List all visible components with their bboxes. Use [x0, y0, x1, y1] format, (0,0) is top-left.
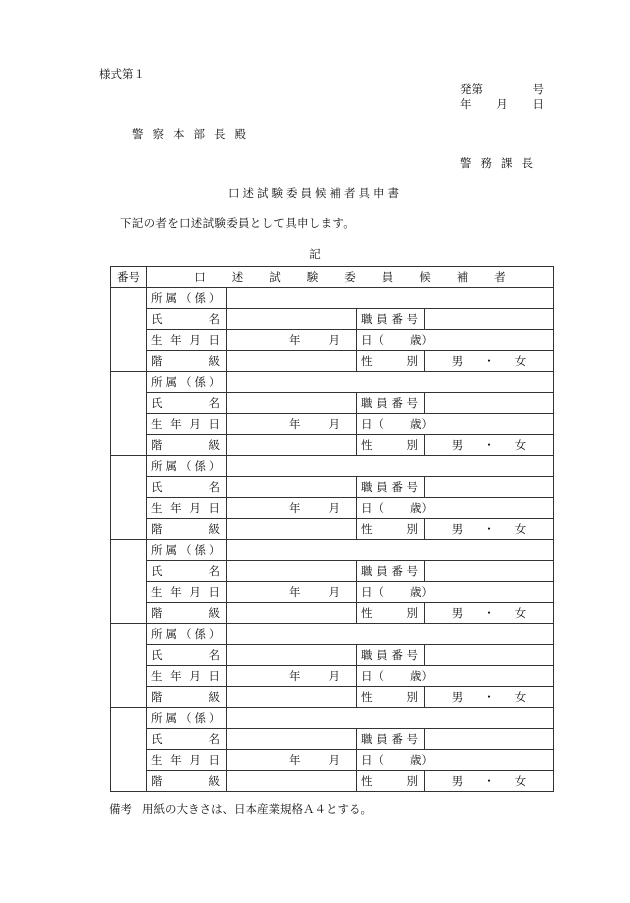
affiliation-label-char: 所: [151, 543, 163, 557]
candidate-row-birth: [111, 330, 554, 351]
birth-label: [147, 498, 227, 519]
birth-label-char: 生: [151, 585, 163, 599]
birth-day-label: 日（: [361, 501, 384, 515]
birth-month-label: 月: [328, 417, 340, 431]
birth-year-label: 年: [289, 585, 301, 599]
name-label-char: 名: [208, 312, 220, 326]
gender-label-char: 性: [361, 354, 373, 368]
gender-option: ・: [483, 438, 495, 452]
rank-label-char: 階: [151, 438, 163, 452]
birth-day-label: 日（: [361, 417, 384, 431]
birth-label-char: 日: [208, 753, 220, 767]
affiliation-label-char: 所: [151, 291, 163, 305]
age-label: 歳）: [410, 417, 433, 431]
affiliation-label-char: ）: [209, 543, 221, 557]
birth-label-char: 年: [170, 501, 182, 515]
issue-suffix: 号: [532, 82, 544, 96]
gender-option: 女: [514, 522, 527, 536]
candidate-row-birth: [111, 666, 554, 687]
gender-option: 女: [514, 354, 527, 368]
name-label-char: 氏: [151, 312, 163, 326]
rank-label: [147, 351, 227, 372]
staff-number-label-char: 番: [391, 396, 403, 410]
staff-number-label-char: 号: [406, 564, 418, 578]
entry-number-cell[interactable]: [111, 708, 147, 792]
birth-day-label: 日（: [361, 333, 384, 347]
birth-day-age[interactable]: [357, 750, 554, 771]
name-label-char: 名: [208, 732, 220, 746]
name-label: [147, 477, 227, 498]
affiliation-value[interactable]: [227, 708, 554, 729]
header-number: 番号: [111, 267, 147, 288]
affiliation-label-char: 係: [194, 459, 206, 473]
birth-year-month[interactable]: [227, 330, 357, 351]
sender: 警務課長: [460, 156, 542, 170]
birth-label-char: 生: [151, 333, 163, 347]
candidate-row-name: [111, 477, 554, 498]
header-title-char: 員: [381, 270, 394, 284]
birth-day-age[interactable]: [357, 330, 554, 351]
affiliation-label: [147, 288, 227, 309]
name-value[interactable]: [227, 645, 357, 666]
birth-label-char: 月: [189, 669, 201, 683]
issue-month: 月: [496, 97, 508, 111]
affiliation-label-char: （: [180, 543, 192, 557]
staff-number-label: [357, 561, 425, 582]
birth-year-label: 年: [289, 417, 301, 431]
age-label: 歳）: [410, 501, 433, 515]
age-label: 歳）: [410, 669, 433, 683]
gender-label-char: 別: [406, 354, 418, 368]
rank-label-char: 階: [151, 606, 163, 620]
gender-option: ・: [483, 354, 495, 368]
staff-number-value[interactable]: [425, 729, 554, 750]
rank-value[interactable]: [227, 351, 357, 372]
birth-month-label: 月: [328, 585, 340, 599]
birth-label: [147, 330, 227, 351]
candidate-row-affiliation: [111, 288, 554, 309]
staff-number-value[interactable]: [425, 393, 554, 414]
rank-value[interactable]: [227, 771, 357, 792]
gender-options[interactable]: [425, 771, 554, 792]
staff-number-value[interactable]: [425, 561, 554, 582]
birth-year-label: 年: [289, 333, 301, 347]
staff-number-label-char: 員: [376, 564, 388, 578]
birth-label-char: 年: [170, 753, 182, 767]
candidate-row-rank: [111, 435, 554, 456]
header-title-char: 者: [494, 270, 506, 284]
birth-label-char: 日: [208, 417, 220, 431]
candidate-row-birth: [111, 582, 554, 603]
birth-label-char: 日: [208, 333, 220, 347]
header-title-char: 補: [456, 270, 469, 284]
birth-label-char: 生: [151, 501, 163, 515]
staff-number-label: [357, 393, 425, 414]
birth-label-char: 月: [189, 501, 201, 515]
candidate-row-rank: [111, 519, 554, 540]
staff-number-label-char: 番: [391, 312, 403, 326]
affiliation-label-char: 係: [194, 291, 206, 305]
birth-label-char: 月: [189, 753, 201, 767]
candidate-row-affiliation: [111, 456, 554, 477]
issue-day: 日: [532, 97, 544, 111]
gender-label: [357, 771, 425, 792]
birth-label: [147, 750, 227, 771]
birth-label: [147, 414, 227, 435]
gender-label-char: 性: [361, 522, 373, 536]
gender-option: ・: [483, 606, 495, 620]
rank-value[interactable]: [227, 603, 357, 624]
rank-value[interactable]: [227, 435, 357, 456]
affiliation-value[interactable]: [227, 540, 554, 561]
candidate-row-rank: [111, 771, 554, 792]
name-label: [147, 645, 227, 666]
birth-label-char: 生: [151, 753, 163, 767]
staff-number-label-char: 員: [376, 396, 388, 410]
candidate-table: [110, 266, 554, 792]
rank-label-char: 級: [208, 354, 220, 368]
birth-label-char: 年: [170, 417, 182, 431]
rank-label-char: 階: [151, 522, 163, 536]
rank-label-char: 級: [208, 690, 220, 704]
birth-year-month[interactable]: [227, 498, 357, 519]
rank-label-char: 階: [151, 774, 163, 788]
birth-label-char: 生: [151, 669, 163, 683]
gender-options[interactable]: [425, 687, 554, 708]
staff-number-label-char: 号: [406, 648, 418, 662]
gender-label: [357, 687, 425, 708]
birth-month-label: 月: [328, 501, 340, 515]
footer-note: [109, 801, 372, 817]
staff-number-label-char: 号: [406, 312, 418, 326]
gender-label: [357, 519, 425, 540]
birth-year-month[interactable]: [227, 582, 357, 603]
gender-option: ・: [483, 774, 495, 788]
staff-number-label-char: 員: [376, 480, 388, 494]
staff-number-label-char: 職: [361, 648, 373, 662]
affiliation-label-char: 所: [151, 459, 163, 473]
gender-option: 男: [451, 522, 464, 536]
candidate-row-name: [111, 729, 554, 750]
gender-option: 女: [514, 774, 527, 788]
affiliation-label-char: 属: [165, 375, 177, 389]
name-value[interactable]: [227, 309, 357, 330]
birth-day-label: 日（: [361, 669, 384, 683]
staff-number-label-char: 職: [361, 312, 373, 326]
header-title-char: 験: [306, 270, 319, 284]
name-label-char: 氏: [151, 396, 163, 410]
candidate-row-name: [111, 645, 554, 666]
name-label-char: 氏: [151, 648, 163, 662]
birth-label-char: 生: [151, 417, 163, 431]
rank-label: [147, 603, 227, 624]
staff-number-label-char: 号: [406, 396, 418, 410]
name-label: [147, 561, 227, 582]
birth-day-age[interactable]: [357, 582, 554, 603]
staff-number-label: [357, 309, 425, 330]
footer-label: 備考: [109, 802, 132, 816]
gender-option: 男: [451, 690, 464, 704]
affiliation-label: [147, 372, 227, 393]
gender-label-char: 別: [406, 522, 418, 536]
staff-number-label-char: 番: [391, 480, 403, 494]
staff-number-label-char: 職: [361, 732, 373, 746]
name-label: [147, 729, 227, 750]
ki-heading: 記: [309, 247, 321, 261]
birth-label-char: 月: [189, 585, 201, 599]
birth-month-label: 月: [328, 753, 340, 767]
name-value[interactable]: [227, 477, 357, 498]
gender-options[interactable]: [425, 351, 554, 372]
candidate-row-birth: [111, 750, 554, 771]
gender-option: 男: [451, 438, 464, 452]
candidate-row-rank: [111, 351, 554, 372]
affiliation-label-char: ）: [209, 291, 221, 305]
candidate-row-name: [111, 309, 554, 330]
gender-label-char: 性: [361, 774, 373, 788]
birth-year-month[interactable]: [227, 750, 357, 771]
birth-day-age[interactable]: [357, 666, 554, 687]
header-title: [147, 267, 554, 288]
candidate-row-birth: [111, 414, 554, 435]
document-title: 口述試験委員候補者具申書: [228, 186, 402, 200]
affiliation-value[interactable]: [227, 624, 554, 645]
rank-label-char: 階: [151, 690, 163, 704]
affiliation-label: [147, 708, 227, 729]
gender-label-char: 性: [361, 606, 373, 620]
birth-label-char: 日: [208, 585, 220, 599]
birth-label-char: 年: [170, 333, 182, 347]
staff-number-label-char: 号: [406, 732, 418, 746]
birth-label: [147, 666, 227, 687]
candidate-row-rank: [111, 687, 554, 708]
birth-day-label: 日（: [361, 585, 384, 599]
issue-number-block: [460, 81, 544, 111]
affiliation-label-char: 属: [165, 543, 177, 557]
candidate-row-name: [111, 393, 554, 414]
affiliation-label-char: 係: [194, 543, 206, 557]
affiliation-label: [147, 456, 227, 477]
birth-year-label: 年: [289, 753, 301, 767]
gender-label: [357, 435, 425, 456]
staff-number-label: [357, 645, 425, 666]
gender-label: [357, 351, 425, 372]
gender-option: 男: [451, 606, 464, 620]
name-value[interactable]: [227, 561, 357, 582]
birth-day-age[interactable]: [357, 498, 554, 519]
gender-label-char: 別: [406, 690, 418, 704]
birth-year-month[interactable]: [227, 414, 357, 435]
staff-number-label-char: 職: [361, 396, 373, 410]
birth-day-label: 日（: [361, 753, 384, 767]
birth-year-month[interactable]: [227, 666, 357, 687]
birth-label-char: 日: [208, 501, 220, 515]
staff-number-label-char: 職: [361, 480, 373, 494]
gender-option: ・: [483, 690, 495, 704]
gender-label-char: 別: [406, 438, 418, 452]
birth-year-label: 年: [289, 669, 301, 683]
entry-number-cell[interactable]: [111, 624, 147, 708]
candidate-row-affiliation: [111, 708, 554, 729]
header-title-char: 委: [344, 270, 356, 284]
name-label-char: 名: [208, 480, 220, 494]
addressee: 警察本部長殿: [132, 127, 255, 141]
gender-label-char: 性: [361, 438, 373, 452]
birth-month-label: 月: [328, 669, 340, 683]
rank-label-char: 級: [208, 606, 220, 620]
affiliation-label-char: 係: [194, 375, 206, 389]
gender-option: ・: [483, 522, 495, 536]
staff-number-label-char: 番: [391, 732, 403, 746]
name-label-char: 氏: [151, 732, 163, 746]
name-value[interactable]: [227, 729, 357, 750]
rank-label: [147, 771, 227, 792]
age-label: 歳）: [410, 585, 433, 599]
birth-label-char: 年: [170, 585, 182, 599]
birth-day-age[interactable]: [357, 414, 554, 435]
candidate-row-affiliation: [111, 540, 554, 561]
entry-number-cell[interactable]: [111, 540, 147, 624]
header-title-char: 口: [194, 270, 206, 284]
candidate-row-birth: [111, 498, 554, 519]
birth-label-char: 年: [170, 669, 182, 683]
gender-label: [357, 603, 425, 624]
affiliation-label-char: 属: [165, 459, 177, 473]
affiliation-label-char: ）: [209, 627, 221, 641]
affiliation-value[interactable]: [227, 372, 554, 393]
rank-label-char: 級: [208, 438, 220, 452]
affiliation-label-char: （: [180, 291, 192, 305]
intro-text: 下記の者を口述試験委員として具申します。: [120, 216, 356, 230]
gender-options[interactable]: [425, 603, 554, 624]
name-label-char: 名: [208, 564, 220, 578]
staff-number-label: [357, 477, 425, 498]
affiliation-label-char: 属: [165, 627, 177, 641]
header-title-char: 試: [269, 270, 281, 284]
footer-text: 用紙の大きさは、日本産業規格Ａ４とする。: [142, 802, 372, 816]
candidate-row-affiliation: [111, 624, 554, 645]
birth-label: [147, 582, 227, 603]
gender-options[interactable]: [425, 519, 554, 540]
rank-label-char: 級: [208, 522, 220, 536]
staff-number-value[interactable]: [425, 309, 554, 330]
age-label: 歳）: [410, 753, 433, 767]
candidate-row-name: [111, 561, 554, 582]
affiliation-label-char: （: [180, 627, 192, 641]
affiliation-label-char: ）: [209, 711, 221, 725]
entry-number-cell[interactable]: [111, 456, 147, 540]
affiliation-label-char: 所: [151, 627, 163, 641]
affiliation-label-char: 係: [194, 627, 206, 641]
affiliation-label-char: （: [180, 711, 192, 725]
issue-year: 年: [460, 97, 472, 111]
rank-label: [147, 687, 227, 708]
staff-number-label-char: 号: [406, 480, 418, 494]
name-label-char: 氏: [151, 480, 163, 494]
gender-option: 男: [451, 354, 464, 368]
rank-value[interactable]: [227, 519, 357, 540]
rank-label-char: 階: [151, 354, 163, 368]
header-title-char: 候: [419, 270, 431, 284]
affiliation-label-char: 属: [165, 291, 177, 305]
age-label: 歳）: [410, 333, 433, 347]
affiliation-label-char: 所: [151, 711, 163, 725]
gender-label-char: 別: [406, 774, 418, 788]
rank-label: [147, 435, 227, 456]
staff-number-label-char: 員: [376, 648, 388, 662]
gender-option: 女: [514, 690, 527, 704]
affiliation-label-char: ）: [209, 459, 221, 473]
staff-number-label-char: 員: [376, 312, 388, 326]
entry-number-cell[interactable]: [111, 372, 147, 456]
gender-label-char: 性: [361, 690, 373, 704]
name-label-char: 名: [208, 648, 220, 662]
staff-number-label: [357, 729, 425, 750]
affiliation-label: [147, 540, 227, 561]
staff-number-value[interactable]: [425, 645, 554, 666]
name-label-char: 名: [208, 396, 220, 410]
rank-label: [147, 519, 227, 540]
affiliation-label-char: （: [180, 375, 192, 389]
form-number-label: 様式第１: [99, 67, 145, 81]
birth-label-char: 月: [189, 417, 201, 431]
gender-option: 女: [514, 438, 527, 452]
name-label: [147, 393, 227, 414]
gender-label-char: 別: [406, 606, 418, 620]
gender-options[interactable]: [425, 435, 554, 456]
affiliation-label-char: 属: [165, 711, 177, 725]
rank-value[interactable]: [227, 687, 357, 708]
affiliation-value[interactable]: [227, 456, 554, 477]
affiliation-value[interactable]: [227, 288, 554, 309]
staff-number-label-char: 番: [391, 564, 403, 578]
issue-prefix: 発第: [460, 82, 483, 96]
candidate-row-rank: [111, 603, 554, 624]
staff-number-label-char: 員: [376, 732, 388, 746]
birth-year-label: 年: [289, 501, 301, 515]
affiliation-label-char: ）: [209, 375, 221, 389]
name-label-char: 氏: [151, 564, 163, 578]
affiliation-label-char: （: [180, 459, 192, 473]
header-title-char: 述: [231, 270, 244, 284]
candidate-row-affiliation: [111, 372, 554, 393]
name-value[interactable]: [227, 393, 357, 414]
staff-number-label-char: 番: [391, 648, 403, 662]
entry-number-cell[interactable]: [111, 288, 147, 372]
gender-option: 男: [451, 774, 464, 788]
rank-label-char: 級: [208, 774, 220, 788]
birth-label-char: 月: [189, 333, 201, 347]
staff-number-value[interactable]: [425, 477, 554, 498]
staff-number-label-char: 職: [361, 564, 373, 578]
gender-option: 女: [514, 606, 527, 620]
affiliation-label-char: 所: [151, 375, 163, 389]
birth-label-char: 日: [208, 669, 220, 683]
birth-month-label: 月: [328, 333, 340, 347]
affiliation-label: [147, 624, 227, 645]
name-label: [147, 309, 227, 330]
affiliation-label-char: 係: [194, 711, 206, 725]
